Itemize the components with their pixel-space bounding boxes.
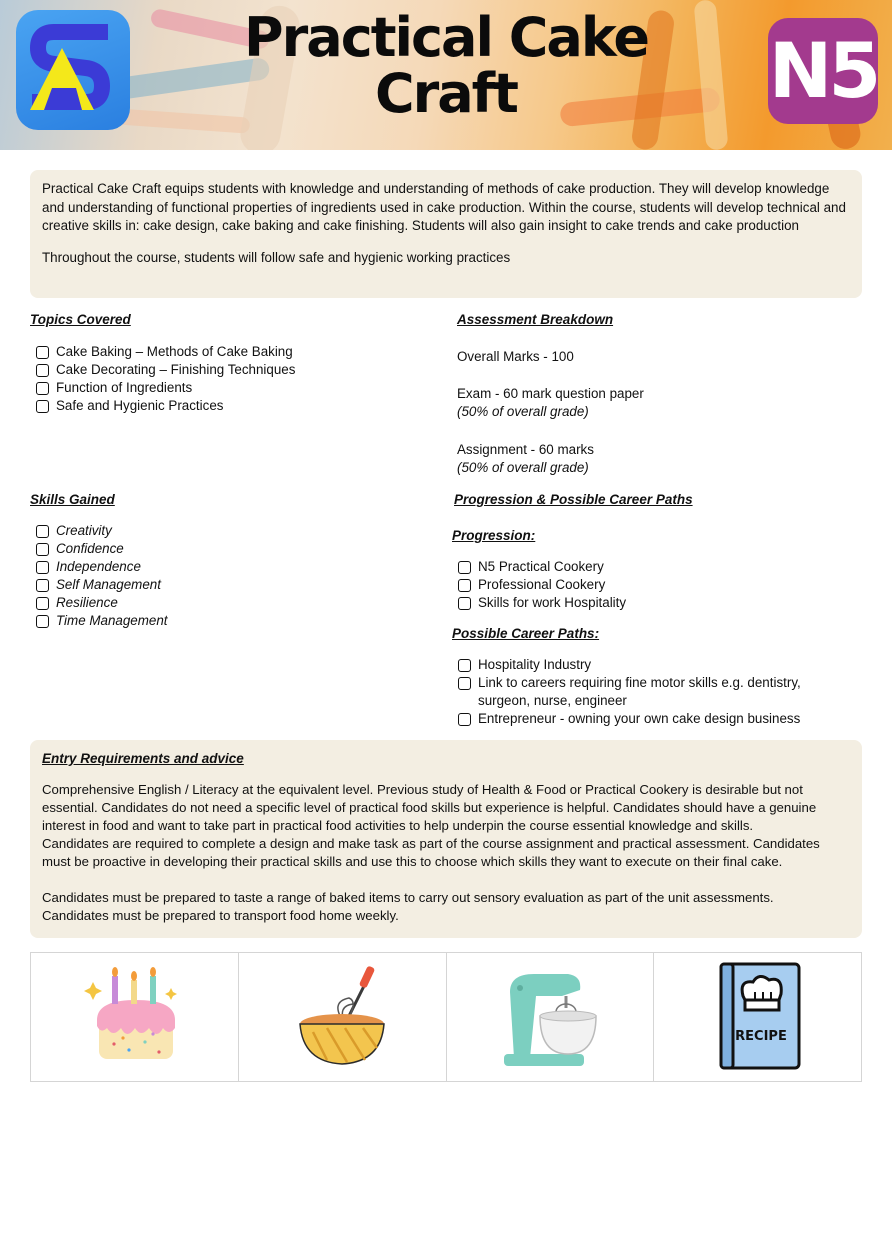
entry-paragraph: Candidates are required to complete a design and make task as part of the course assignment and practical assessment. Candidates must be proactive in developing their practical skills and use this to choose which skills they want to execute on their final cake. <box>42 836 820 869</box>
sa-logo <box>16 10 130 130</box>
list-item: Function of Ingredients <box>36 379 436 397</box>
list-item: Cake Baking – Methods of Cake Baking <box>36 343 436 361</box>
image-cell <box>654 953 861 1081</box>
skills-heading: Skills Gained <box>30 492 115 507</box>
checkbox-icon <box>458 713 471 726</box>
assessment-heading: Assessment Breakdown <box>457 312 614 327</box>
exam-marks: Exam - 60 mark question paper <box>457 386 644 401</box>
header-banner <box>0 0 892 150</box>
checkbox-icon <box>36 615 49 628</box>
checkbox-icon <box>458 597 471 610</box>
list-item: Hospitality Industry <box>458 656 838 674</box>
checkbox-icon <box>36 346 49 359</box>
mixing-bowl-icon <box>287 962 397 1072</box>
intro-paragraph: Throughout the course, students will follow safe and hygienic working practices <box>42 249 511 265</box>
checkbox-icon <box>458 677 471 690</box>
entry-heading: Entry Requirements and advice <box>42 751 244 766</box>
progression-heading: Progression & Possible Career Paths <box>454 492 693 507</box>
image-strip <box>30 952 862 1082</box>
checkbox-icon <box>36 579 49 592</box>
list-item: Entrepreneur - owning your own cake design business <box>458 710 838 728</box>
image-cell <box>239 953 447 1081</box>
assignment-weight: (50% of overall grade) <box>457 460 589 475</box>
checkbox-icon <box>36 561 49 574</box>
progression-subheading: Progression: <box>452 528 536 543</box>
list-item: Skills for work Hospitality <box>458 594 858 612</box>
intro-paragraph: Practical Cake Craft equips students with knowledge and understanding of methods of cake production. They will develop knowledge and understanding of functional properties of ingredients used in cake production. Within the course, students will develop technical and creative skills in: cake design, cake baking and cake finishing. Students will also gain insight to cake trends and cake production <box>42 181 846 233</box>
recipe-label: RECIPE <box>734 1029 787 1044</box>
n5-logo: N5 <box>768 18 878 124</box>
topics-heading: Topics Covered <box>30 312 131 327</box>
list-item: Link to careers requiring fine motor skills e.g. dentistry, surgeon, nurse, engineer <box>458 674 838 710</box>
assignment-marks: Assignment - 60 marks <box>457 442 594 457</box>
checkbox-icon <box>36 525 49 538</box>
list-item: Professional Cookery <box>458 576 858 594</box>
recipe-book-icon <box>703 960 813 1074</box>
exam-weight: (50% of overall grade) <box>457 404 589 419</box>
image-cell <box>447 953 655 1081</box>
intro-box <box>30 170 862 298</box>
skills-list <box>36 522 436 630</box>
list-item: Confidence <box>36 540 436 558</box>
checkbox-icon <box>458 561 471 574</box>
entry-paragraph: Comprehensive English / Literacy at the equivalent level. Previous study of Health & Food or Practical Cookery is desirable but not essential. Candidates do not need a specific level of practical food skills but experience is helpful. Candidates should have a genuine interest in food and want to take part in practical food activities to help underpin the course essential knowledge and skills. <box>42 782 817 833</box>
entry-paragraph: Candidates must be prepared to taste a range of baked items to carry out sensory evaluation as part of the unit assessments. <box>42 890 774 905</box>
list-item: Cake Decorating – Finishing Techniques <box>36 361 436 379</box>
careers-list <box>458 656 838 728</box>
overall-marks: Overall Marks - 100 <box>457 349 574 364</box>
list-item: Independence <box>36 558 436 576</box>
entry-paragraph: Candidates must be prepared to transport food home weekly. <box>42 908 399 923</box>
list-item: N5 Practical Cookery <box>458 558 858 576</box>
entry-requirements-box <box>30 740 862 938</box>
progression-list <box>458 558 858 612</box>
topics-list <box>36 343 436 415</box>
checkbox-icon <box>458 579 471 592</box>
checkbox-icon <box>458 659 471 672</box>
assessment-details <box>457 348 857 477</box>
page-title: Practical Cake Craft <box>244 6 648 125</box>
list-item: Self Management <box>36 576 436 594</box>
checkbox-icon <box>36 543 49 556</box>
checkbox-icon <box>36 382 49 395</box>
checkbox-icon <box>36 597 49 610</box>
list-item: Resilience <box>36 594 436 612</box>
list-item: Safe and Hygienic Practices <box>36 397 436 415</box>
stand-mixer-icon <box>490 962 610 1072</box>
list-item: Creativity <box>36 522 436 540</box>
list-item: Time Management <box>36 612 436 630</box>
image-cell <box>31 953 239 1081</box>
birthday-cake-icon <box>79 962 189 1072</box>
checkbox-icon <box>36 364 49 377</box>
checkbox-icon <box>36 400 49 413</box>
careers-heading: Possible Career Paths: <box>452 626 600 641</box>
